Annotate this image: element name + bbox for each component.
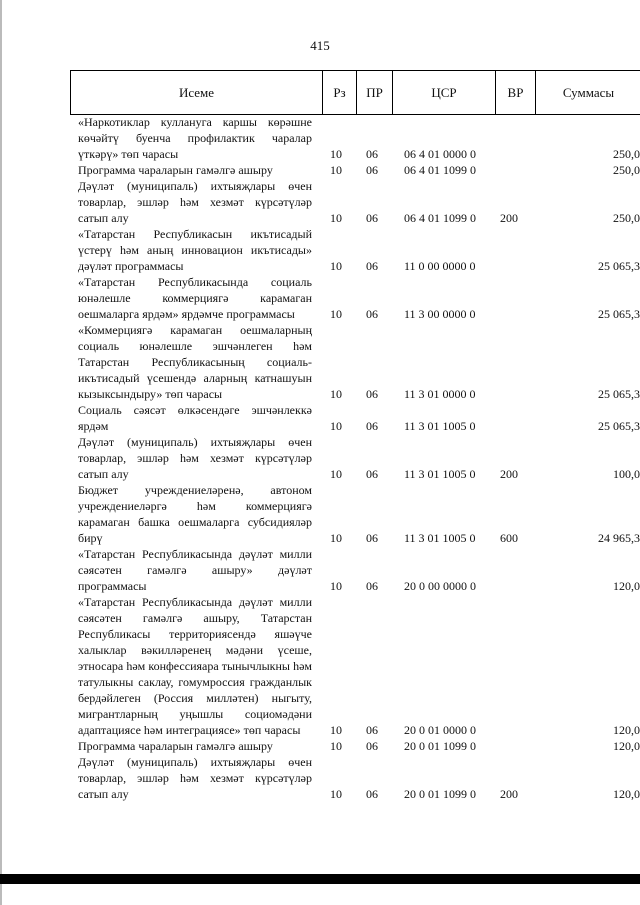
header-vr: ВР	[496, 71, 536, 114]
row-rz: 10	[330, 531, 342, 545]
row-name: Дәүләт (муниципаль) ихтыяҗлары өчен товарлар, эшләр һәм хезмәт күрсәтүләр сатып алу	[78, 755, 312, 801]
row-sum: 250,0	[613, 147, 640, 161]
row-pr: 06	[366, 723, 378, 737]
row-csr: 11 3 01 1005 0	[404, 531, 476, 545]
table-row	[78, 178, 640, 226]
table-row	[78, 738, 640, 754]
row-rz: 10	[330, 387, 342, 401]
row-pr: 06	[366, 387, 378, 401]
row-name: «Татарстан Республикасын икътисадый үстерү һәм аның инновацион икътисады» дәүләт программасы	[78, 227, 312, 273]
row-rz: 10	[330, 723, 342, 737]
header-sum: Суммасы	[562, 84, 615, 100]
row-sum: 120,0	[613, 723, 640, 737]
row-rz: 10	[330, 467, 342, 481]
row-csr: 11 3 01 0000 0	[404, 387, 476, 401]
row-sum: 25 065,3	[598, 259, 640, 273]
row-pr: 06	[366, 579, 378, 593]
row-rz: 10	[330, 739, 342, 753]
row-name: Дәүләт (муниципаль) ихтыяҗлары өчен товарлар, эшләр һәм хезмәт күрсәтүләр сатып алу	[78, 435, 312, 481]
row-csr: 06 4 01 1099 0	[404, 163, 476, 177]
row-name: «Коммерциягә карамаган оешмаларның социаль юнәлешле эшчәнлеген һәм Татарстан Республикасының социаль-икътисадый үсешендә аларның катнашуын кызыксындыру» төп чарасы	[78, 323, 312, 401]
row-sum: 250,0	[613, 211, 640, 225]
row-csr: 06 4 01 0000 0	[404, 147, 476, 161]
row-rz: 10	[330, 787, 342, 801]
row-csr: 11 0 00 0000 0	[404, 259, 476, 273]
row-rz: 10	[330, 579, 342, 593]
row-sum: 25 065,3	[598, 387, 640, 401]
row-name: Бюджет учреждениеләренә, автоном учреждениеләргә һәм коммерциягә карамаган башка оешмаларга субсидияләр бирү	[78, 483, 312, 545]
row-vr: 200	[500, 211, 518, 225]
table-row	[78, 162, 640, 178]
header-pr: ПР	[357, 71, 393, 114]
row-pr: 06	[366, 467, 378, 481]
row-rz: 10	[330, 147, 342, 161]
table-body	[78, 114, 640, 802]
row-vr: 200	[500, 787, 518, 801]
row-pr: 06	[366, 787, 378, 801]
row-sum: 100,0	[613, 467, 640, 481]
row-pr: 06	[366, 147, 378, 161]
row-sum: 25 065,3	[598, 419, 640, 433]
row-pr: 06	[366, 211, 378, 225]
table-row	[78, 226, 640, 274]
table-row	[78, 594, 640, 738]
row-sum: 120,0	[613, 579, 640, 593]
row-vr: 200	[500, 467, 518, 481]
row-vr: 600	[500, 531, 518, 545]
row-rz: 10	[330, 163, 342, 177]
header-csr: ЦСР	[393, 71, 496, 114]
row-name: «Наркотиклар кулланугa каршы көрәшне көчәйтү буенча профилактик чаралар үткәрү» төп чарасы	[78, 115, 312, 161]
table-row	[78, 402, 640, 434]
row-sum: 25 065,3	[598, 307, 640, 321]
table-row	[78, 274, 640, 322]
row-rz: 10	[330, 307, 342, 321]
row-pr: 06	[366, 419, 378, 433]
row-pr: 06	[366, 531, 378, 545]
row-pr: 06	[366, 259, 378, 273]
row-csr: 11 3 00 0000 0	[404, 307, 476, 321]
row-pr: 06	[366, 739, 378, 753]
row-csr: 20 0 01 1099 0	[404, 787, 476, 801]
table-row	[78, 754, 640, 802]
table-row	[78, 114, 640, 162]
row-sum: 250,0	[613, 163, 640, 177]
row-sum: 120,0	[613, 739, 640, 753]
row-csr: 11 3 01 1005 0	[404, 467, 476, 481]
row-name: «Татарстан Республикасында социаль юнәлешле коммерциягә карамаган оешмаларга ярдәм» ярдәмче программасы	[78, 275, 312, 321]
page-number: 415	[310, 38, 330, 53]
row-name: «Татарстан Республикасында дәүләт милли сәясәтен гамәлгә ашыру, Татарстан Республикасы территориясендә яшәүче халыклар вәкилләренең мәдәни үсеше, этносара һәм конфессияара тынычлыкны һәм татулыкны саклау, гомумроссия гражданлык бердәйлеген (Россия милләтен) ныгыту, мигрантларның уңышлы социомәдәни адаптациясе һәм интеграциясе» төп чарасы	[78, 595, 312, 737]
row-rz: 10	[330, 419, 342, 433]
table-row	[78, 434, 640, 482]
row-sum: 120,0	[613, 787, 640, 801]
table-row	[78, 482, 640, 546]
row-csr: 20 0 01 1099 0	[404, 739, 476, 753]
row-sum: 24 965,3	[598, 531, 640, 545]
row-name: Социаль сәясәт өлкәсендәге эшчәнлеккә ярдәм	[78, 403, 312, 433]
row-csr: 06 4 01 1099 0	[404, 211, 476, 225]
row-pr: 06	[366, 163, 378, 177]
row-csr: 11 3 01 1005 0	[404, 419, 476, 433]
row-name: Дәүләт (муниципаль) ихтыяҗлары өчен товарлар, эшләр һәм хезмәт күрсәтүләр сатып алу	[78, 179, 312, 225]
table-header	[70, 70, 640, 115]
row-pr: 06	[366, 307, 378, 321]
row-csr: 20 0 01 0000 0	[404, 723, 476, 737]
row-rz: 10	[330, 211, 342, 225]
row-name: Программа чараларын гамәлгә ашыру	[78, 163, 273, 177]
row-name: «Татарстан Республикасында дәүләт милли сәясәтен гамәлгә ашыру» дәүләт программасы	[78, 547, 312, 593]
row-name: Программа чараларын гамәлгә ашыру	[78, 739, 273, 753]
row-rz: 10	[330, 259, 342, 273]
table-row	[78, 322, 640, 402]
row-csr: 20 0 00 0000 0	[404, 579, 476, 593]
header-name: Исеме	[71, 71, 323, 114]
scan-edge	[0, 0, 2, 905]
scan-bottom-bar	[0, 874, 640, 884]
header-rz: Рз	[323, 71, 357, 114]
table-row	[78, 546, 640, 594]
